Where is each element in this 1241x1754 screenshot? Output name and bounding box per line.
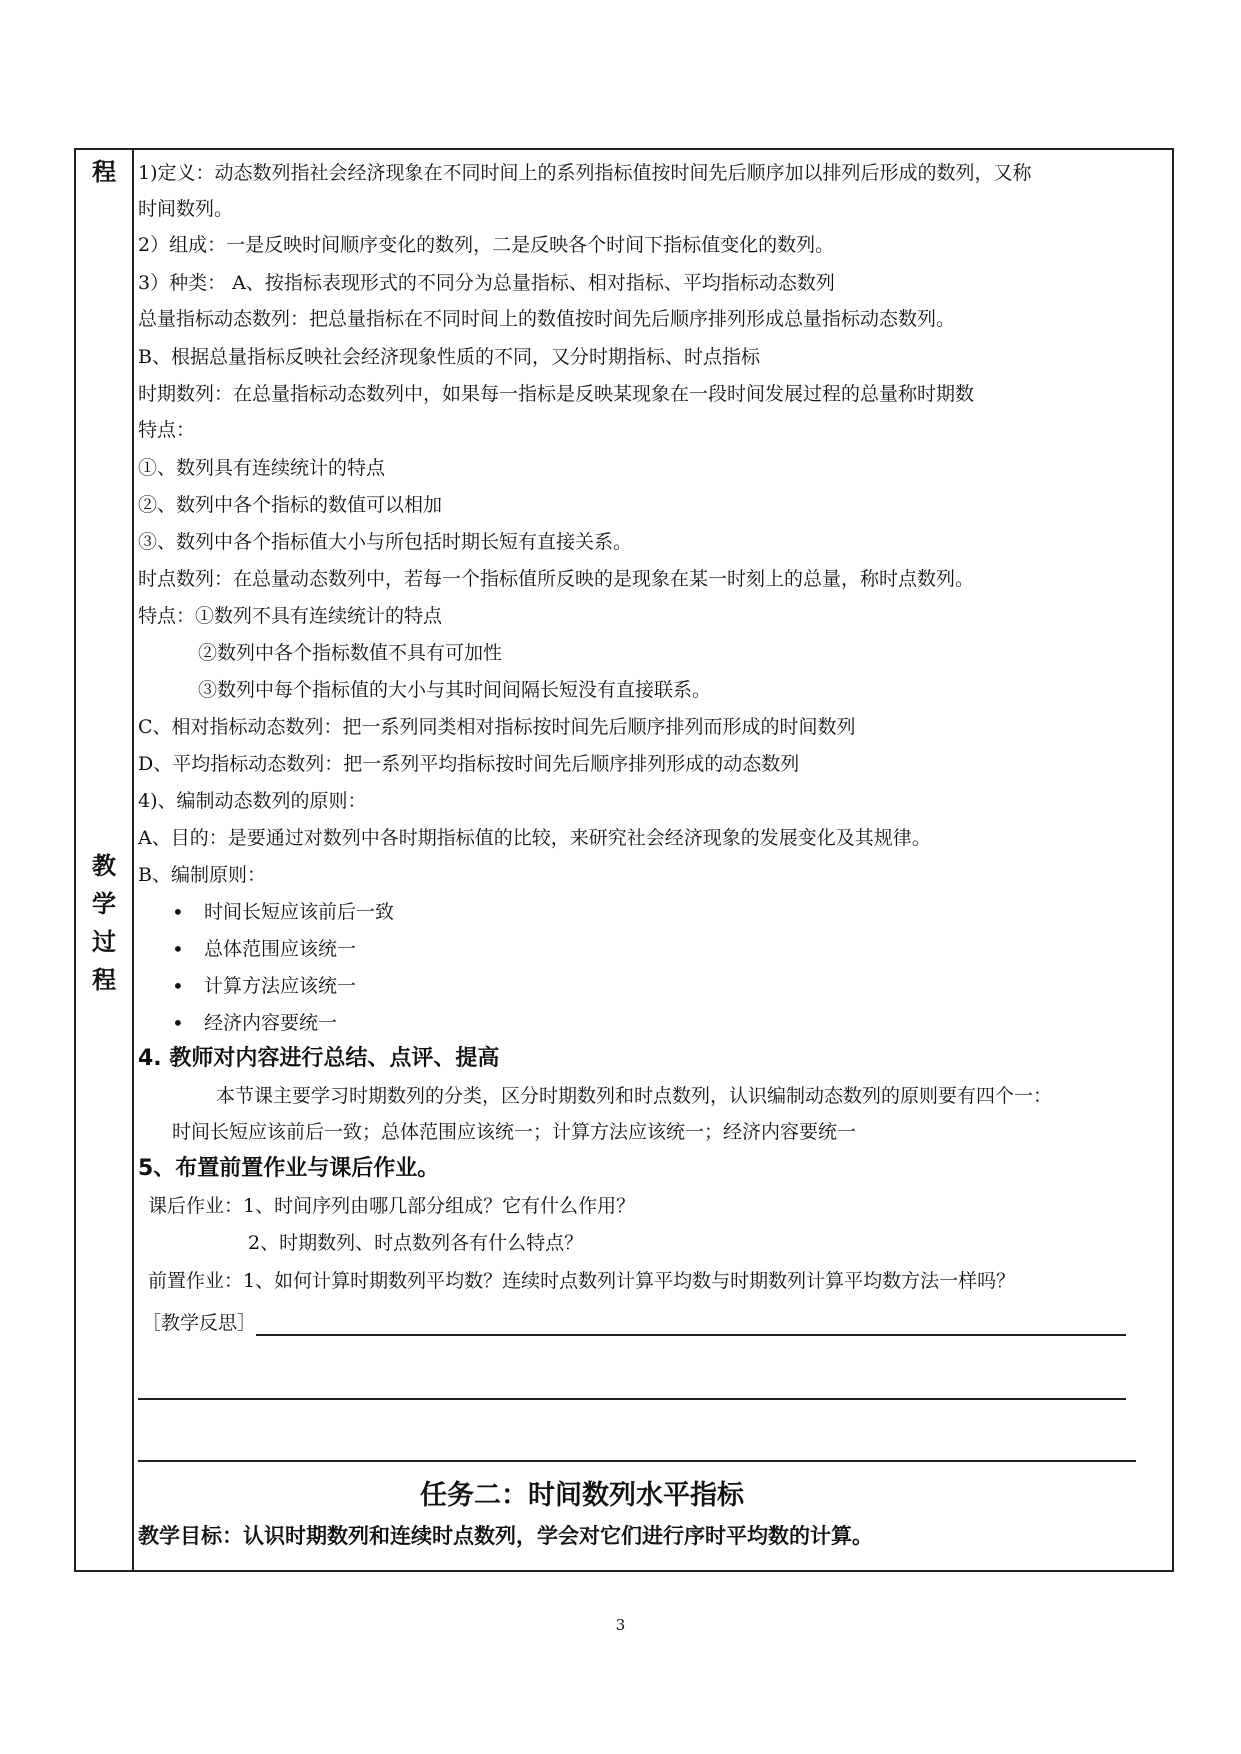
point-series-line: 时点数列：在总量动态数列中，若每一个指标值所反映的是现象在某一时刻上的总量，称时点数列。	[138, 568, 975, 590]
left-label-char-2: 学	[92, 890, 116, 918]
bullet-icon: •	[172, 937, 184, 961]
bullet-icon: •	[172, 1011, 184, 1035]
purpose-line: A、目的：是要通过对数列中各时期指标值的比较，来研究社会经济现象的发展变化及其规律。	[138, 827, 931, 849]
homework-after-1: 课后作业：1、时间序列由哪几部分组成？它有什么作用？	[148, 1195, 636, 1217]
bullet-icon: •	[172, 900, 184, 924]
bullet-icon: •	[172, 974, 184, 998]
point-feature-3: ③数列中每个指标值的大小与其时间间隔长短没有直接联系。	[198, 679, 712, 701]
point-feature-2: ②数列中各个指标数值不具有可加性	[198, 642, 503, 664]
period-series-line: 时期数列：在总量指标动态数列中，如果每一指标是反映某现象在一段时间发展过程的总量称时期数	[138, 383, 975, 405]
total-series-line: 总量指标动态数列：把总量指标在不同时间上的数值按时间先后顺序排列形成总量指标动态数列。	[138, 308, 956, 330]
left-label-char-3: 过	[92, 928, 116, 956]
types-line: 3）种类： A、按指标表现形式的不同分为总量指标、相对指标、平均指标动态数列	[138, 272, 835, 294]
principles-heading: 4)、编制动态数列的原则：	[138, 790, 367, 812]
principle-item-1: 时间长短应该前后一致	[204, 901, 395, 923]
lesson-content	[136, 150, 1172, 1570]
principles-label: B、编制原则：	[138, 864, 266, 886]
homework-pre: 前置作业：1、如何计算时期数列平均数？连续时点数列计算平均数与时期数列计算平均数方法一样吗？	[148, 1270, 1016, 1292]
task-title: 任务二：时间数列水平指标	[420, 1480, 744, 1511]
reflection-rule-2	[138, 1398, 1126, 1400]
period-feature-1: ①、数列具有连续统计的特点	[138, 457, 386, 479]
goal-text: 认识时期数列和连续时点数列，学会对它们进行序时平均数的计算。	[243, 1524, 873, 1548]
summary-line-2: 时间长短应该前后一致；总体范围应该统一；计算方法应该统一；经济内容要统一	[172, 1121, 857, 1143]
period-feature-2: ②、数列中各个指标的数值可以相加	[138, 494, 443, 516]
principle-item-3: 计算方法应该统一	[204, 975, 357, 997]
left-label-char-4: 程	[92, 966, 116, 994]
reflection-label: ［教学反思］	[142, 1312, 257, 1334]
type-c-line: C、相对指标动态数列：把一系列同类相对指标按时间先后顺序排列而形成的时间数列	[138, 716, 856, 738]
type-d-line: D、平均指标动态数列：把一系列平均指标按时间先后顺序排列形成的动态数列	[138, 753, 800, 775]
lesson-table	[74, 148, 1174, 1572]
period-feature-3: ③、数列中各个指标值大小与所包括时期长短有直接关系。	[138, 531, 633, 553]
homework-heading: 5、布置前置作业与课后作业。	[138, 1156, 440, 1181]
left-label-column	[76, 150, 132, 1570]
summary-heading: 4. 教师对内容进行总结、点评、提高	[138, 1046, 500, 1071]
left-label-char-1: 教	[92, 852, 116, 880]
left-label-top-char: 程	[92, 158, 116, 186]
period-features-label: 特点：	[138, 419, 196, 441]
composition-line: 2）组成：一是反映时间顺序变化的数列，二是反映各个时间下指标值变化的数列。	[138, 234, 835, 256]
goal-line	[138, 1523, 873, 1549]
summary-line-1: 本节课主要学习时期数列的分类，区分时期数列和时点数列，认识编制动态数列的原则要有四个一：	[216, 1085, 1053, 1107]
principle-item-4: 经济内容要统一	[204, 1012, 338, 1034]
column-divider	[132, 150, 134, 1570]
definition-line-2: 时间数列。	[138, 198, 234, 220]
reflection-rule-1	[256, 1334, 1126, 1336]
reflection-rule-3	[138, 1460, 1136, 1462]
type-b-line: B、根据总量指标反映社会经济现象性质的不同，又分时期指标、时点指标	[138, 346, 760, 368]
definition-line-1: 1)定义：动态数列指社会经济现象在不同时间上的系列指标值按时间先后顺序加以排列后形成的数列，又称	[138, 162, 1032, 184]
principle-item-2: 总体范围应该统一	[204, 938, 357, 960]
point-feature-1: 特点：①数列不具有连续统计的特点	[138, 605, 443, 627]
goal-label: 教学目标：	[138, 1524, 243, 1548]
homework-after-2: 2、时期数列、时点数列各有什么特点？	[248, 1232, 584, 1254]
page-number: 3	[615, 1616, 626, 1634]
